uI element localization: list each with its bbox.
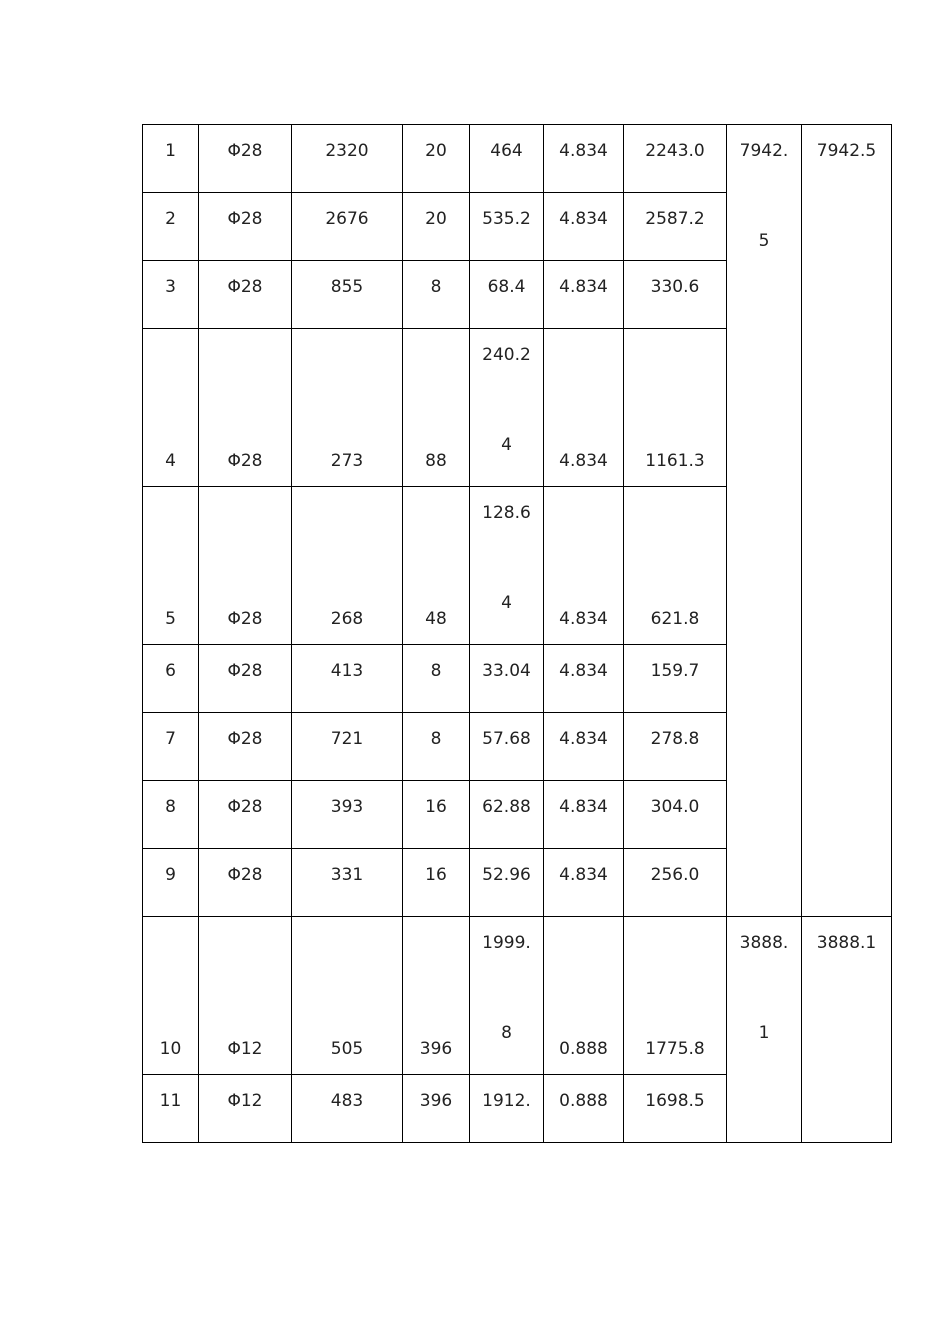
cell-unit-weight: 4.834 xyxy=(544,329,624,487)
cell-total-length: 62.88 xyxy=(470,781,544,849)
cell-no: 5 xyxy=(143,487,199,645)
cell-no: 10 xyxy=(143,917,199,1075)
cell-unit-weight: 4.834 xyxy=(544,193,624,261)
document-page xyxy=(142,124,891,1143)
cell-count: 8 xyxy=(403,645,470,713)
cell-spec: Φ28 xyxy=(199,645,292,713)
phi12-subtotal-line1: 3888. xyxy=(739,933,789,953)
cell-total-length: 240.2 4 xyxy=(470,329,544,487)
cell-spec: Φ28 xyxy=(199,261,292,329)
table-row xyxy=(143,917,892,1075)
cell-unit-weight: 4.834 xyxy=(544,645,624,713)
cell-count: 20 xyxy=(403,125,470,193)
cell-count: 20 xyxy=(403,193,470,261)
cell-length: 273 xyxy=(292,329,403,487)
cell-count: 8 xyxy=(403,713,470,781)
cell-spec: Φ12 xyxy=(199,1075,292,1143)
cell-unit-weight: 4.834 xyxy=(544,713,624,781)
cell-no: 4 xyxy=(143,329,199,487)
phi28-subtotal-line2: 5 xyxy=(758,231,770,251)
cell-spec: Φ28 xyxy=(199,329,292,487)
cell-length: 268 xyxy=(292,487,403,645)
cell-unit-weight: 4.834 xyxy=(544,125,624,193)
cell-no: 1 xyxy=(143,125,199,193)
cell-weight: 621.8 xyxy=(624,487,727,645)
cell-length: 2320 xyxy=(292,125,403,193)
cell-length: 721 xyxy=(292,713,403,781)
cell-length: 2676 xyxy=(292,193,403,261)
cell-length: 393 xyxy=(292,781,403,849)
cell-total-length: 68.4 xyxy=(470,261,544,329)
cell-unit-weight: 4.834 xyxy=(544,781,624,849)
cell-no: 6 xyxy=(143,645,199,713)
cell-weight: 330.6 xyxy=(624,261,727,329)
phi12-subtotal-cell xyxy=(727,917,802,1143)
phi12-subtotal-line2: 1 xyxy=(758,1023,770,1043)
cell-count: 396 xyxy=(403,1075,470,1143)
phi12-total-cell: 3888.1 xyxy=(802,917,892,1143)
cell-total-length: 1999. 8 xyxy=(470,917,544,1075)
cell-length: 505 xyxy=(292,917,403,1075)
rebar-quantity-table xyxy=(142,124,892,1143)
cell-total-length: 464 xyxy=(470,125,544,193)
cell-total-length: 535.2 xyxy=(470,193,544,261)
cell-no: 2 xyxy=(143,193,199,261)
cell-no: 9 xyxy=(143,849,199,917)
cell-unit-weight: 4.834 xyxy=(544,261,624,329)
cell-unit-weight: 0.888 xyxy=(544,917,624,1075)
cell-count: 396 xyxy=(403,917,470,1075)
cell-spec: Φ28 xyxy=(199,781,292,849)
cell-weight: 304.0 xyxy=(624,781,727,849)
cell-length: 483 xyxy=(292,1075,403,1143)
cell-weight: 2587.2 xyxy=(624,193,727,261)
phi28-subtotal-cell xyxy=(727,125,802,917)
cell-spec: Φ28 xyxy=(199,849,292,917)
cell-count: 16 xyxy=(403,849,470,917)
cell-weight: 1161.3 xyxy=(624,329,727,487)
cell-count: 16 xyxy=(403,781,470,849)
cell-length: 413 xyxy=(292,645,403,713)
cell-spec: Φ28 xyxy=(199,487,292,645)
cell-spec: Φ28 xyxy=(199,713,292,781)
cell-spec: Φ12 xyxy=(199,917,292,1075)
cell-unit-weight: 4.834 xyxy=(544,487,624,645)
cell-total-length: 33.04 xyxy=(470,645,544,713)
cell-weight: 1698.5 xyxy=(624,1075,727,1143)
cell-unit-weight: 0.888 xyxy=(544,1075,624,1143)
cell-weight: 159.7 xyxy=(624,645,727,713)
cell-weight: 278.8 xyxy=(624,713,727,781)
cell-no: 11 xyxy=(143,1075,199,1143)
cell-total-length: 57.68 xyxy=(470,713,544,781)
table-row xyxy=(143,125,892,193)
cell-no: 3 xyxy=(143,261,199,329)
cell-weight: 256.0 xyxy=(624,849,727,917)
cell-total-length: 128.6 4 xyxy=(470,487,544,645)
cell-spec: Φ28 xyxy=(199,125,292,193)
phi28-total-cell: 7942.5 xyxy=(802,125,892,917)
cell-length: 855 xyxy=(292,261,403,329)
cell-count: 8 xyxy=(403,261,470,329)
cell-count: 48 xyxy=(403,487,470,645)
cell-weight: 2243.0 xyxy=(624,125,727,193)
cell-count: 88 xyxy=(403,329,470,487)
cell-total-length: 52.96 xyxy=(470,849,544,917)
cell-no: 8 xyxy=(143,781,199,849)
cell-spec: Φ28 xyxy=(199,193,292,261)
cell-length: 331 xyxy=(292,849,403,917)
cell-weight: 1775.8 xyxy=(624,917,727,1075)
cell-unit-weight: 4.834 xyxy=(544,849,624,917)
cell-total-length: 1912. xyxy=(470,1075,544,1143)
phi28-subtotal-line1: 7942. xyxy=(739,141,789,161)
cell-no: 7 xyxy=(143,713,199,781)
